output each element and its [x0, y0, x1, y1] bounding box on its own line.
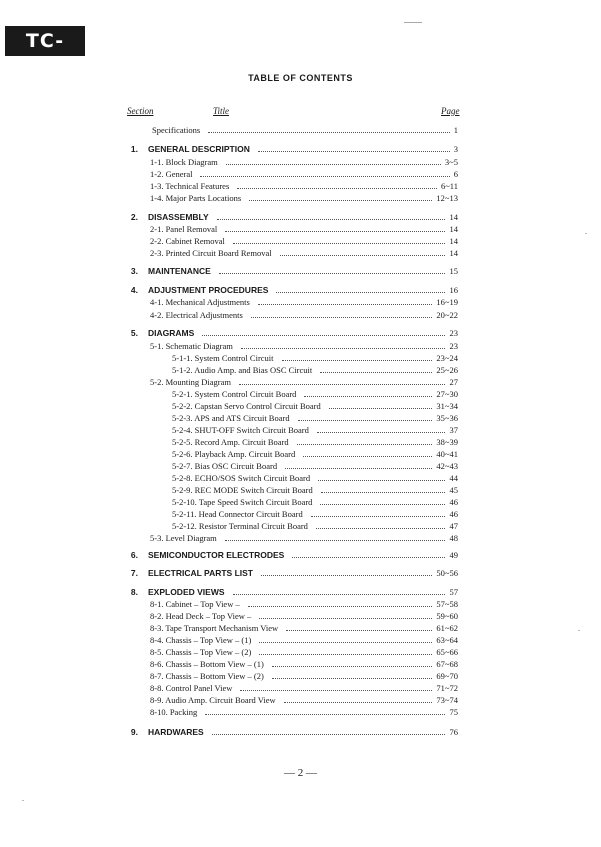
toc-entry-page: 6 [453, 169, 458, 179]
toc-entry-title: 5-2-12. Resistor Terminal Circuit Board [172, 521, 308, 531]
toc-row [172, 509, 458, 520]
toc-entry-title: GENERAL DESCRIPTION [148, 144, 250, 154]
toc-row [150, 599, 458, 610]
toc-chapter-row [148, 550, 458, 561]
leader-dots [320, 504, 445, 505]
toc-chapter-row [148, 285, 458, 296]
leader-dots [233, 594, 445, 595]
toc-entry-page: 48 [449, 533, 458, 543]
toc-entry-page: 35~36 [436, 413, 458, 423]
toc-entry-title: 5-1-2. Audio Amp. and Bias OSC Circuit [172, 365, 313, 375]
toc-entry-page: 16~19 [436, 297, 458, 307]
leader-dots [286, 630, 432, 631]
toc-entry-page: 6~11 [440, 181, 458, 191]
toc-entry-title: 5-2-7. Bias OSC Circuit Board [172, 461, 278, 471]
toc-chapter-number: 9. [130, 727, 138, 737]
leader-dots [200, 176, 450, 177]
toc-entry-page: 27~30 [436, 389, 458, 399]
toc-entry-page: 3~5 [444, 157, 458, 167]
toc-entry-title: 5-2-3. APS and ATS Circuit Board [172, 413, 290, 423]
toc-entry-page: 57~58 [436, 599, 458, 609]
toc-entry-page: 73~74 [436, 695, 458, 705]
toc-row [150, 297, 458, 308]
toc-row [150, 683, 458, 694]
leader-dots [259, 618, 432, 619]
toc-row [172, 353, 458, 364]
toc-entry-title: Specifications [152, 125, 201, 135]
leader-dots [320, 372, 432, 373]
leader-dots [318, 480, 445, 481]
leader-dots [251, 317, 432, 318]
toc-entry-title: 8-7. Chassis – Bottom View – (2) [150, 671, 264, 681]
column-header-section: Section [127, 106, 154, 116]
toc-row [150, 341, 458, 352]
toc-entry-page: 23~24 [436, 353, 458, 363]
toc-entry-page: 23 [449, 328, 458, 338]
toc-entry-title: 1-1. Block Diagram [150, 157, 218, 167]
toc-row [172, 401, 458, 412]
toc-entry-title: 8-5. Chassis – Top View – (2) [150, 647, 252, 657]
page-title: TABLE OF CONTENTS [248, 73, 353, 83]
leader-dots [303, 456, 432, 457]
toc-entry-page: 20~22 [436, 310, 458, 320]
leader-dots [240, 690, 432, 691]
scan-speck [578, 630, 580, 631]
toc-chapter-row [148, 568, 458, 579]
leader-dots [225, 540, 445, 541]
toc-row [172, 449, 458, 460]
leader-dots [321, 492, 445, 493]
toc-chapter-number: 6. [130, 550, 138, 560]
toc-row [150, 310, 458, 321]
toc-row [150, 707, 458, 718]
toc-row [172, 413, 458, 424]
toc-entry-page: 16 [449, 285, 458, 295]
toc-entry-title: 8-10. Packing [150, 707, 198, 717]
toc-chapter-row [148, 727, 458, 738]
toc-entry-page: 25~26 [436, 365, 458, 375]
leader-dots [202, 335, 445, 336]
toc-entry-title: 5-2-9. REC MODE Switch Circuit Board [172, 485, 313, 495]
toc-entry-page: 57 [449, 587, 458, 597]
toc-entry-title: 1-2. General [150, 169, 193, 179]
toc-row [150, 169, 458, 180]
toc-chapter-number: 4. [130, 285, 138, 295]
toc-entry-title: 8-4. Chassis – Top View – (1) [150, 635, 252, 645]
toc-entry-page: 1 [453, 125, 458, 135]
toc-entry-page: 76 [449, 727, 458, 737]
leader-dots [248, 606, 432, 607]
toc-entry-page: 40~41 [436, 449, 458, 459]
toc-entry-page: 47 [449, 521, 458, 531]
leader-dots [285, 468, 432, 469]
toc-row [150, 157, 458, 168]
leader-dots [239, 384, 445, 385]
toc-entry-title: 8-1. Cabinet – Top View – [150, 599, 240, 609]
toc-entry-title: 8-8. Control Panel View [150, 683, 233, 693]
leader-dots [280, 255, 445, 256]
toc-entry-title: EXPLODED VIEWS [148, 587, 225, 597]
toc-row [150, 659, 458, 670]
toc-row [172, 521, 458, 532]
toc-row [172, 365, 458, 376]
toc-chapter-row [148, 328, 458, 339]
toc-row [172, 473, 458, 484]
toc-entry-title: 5-2-1. System Control Circuit Board [172, 389, 297, 399]
toc-row [172, 485, 458, 496]
leader-dots [272, 678, 432, 679]
toc-entry-page: 14 [449, 212, 458, 222]
leader-dots [261, 575, 432, 576]
toc-entry-title: 5-2. Mounting Diagram [150, 377, 231, 387]
toc-entry-title: 5-2-11. Head Connector Circuit Board [172, 509, 303, 519]
toc-chapter-row [148, 266, 458, 277]
toc-row [150, 695, 458, 706]
toc-row [150, 533, 458, 544]
toc-entry-page: 46 [449, 509, 458, 519]
toc-entry-page: 27 [449, 377, 458, 387]
toc-entry-page: 50~56 [436, 568, 458, 578]
toc-entry-title: 5-2-4. SHUT-OFF Switch Circuit Board [172, 425, 309, 435]
toc-entry-title: 1-4. Major Parts Locations [150, 193, 242, 203]
leader-dots [219, 273, 445, 274]
page-number: — 2 — [284, 767, 317, 779]
toc-chapter-number: 2. [130, 212, 138, 222]
toc-entry-title: DIAGRAMS [148, 328, 195, 338]
toc-entry-page: 71~72 [436, 683, 458, 693]
toc-chapter-number: 8. [130, 587, 138, 597]
toc-entry-title: ELECTRICAL PARTS LIST [148, 568, 253, 578]
toc-entry-page: 75 [449, 707, 458, 717]
toc-entry-title: HARDWARES [148, 727, 204, 737]
leader-dots [292, 557, 445, 558]
toc-entry-page: 63~64 [436, 635, 458, 645]
toc-entry-title: 5-2-5. Record Amp. Circuit Board [172, 437, 289, 447]
toc-entry-page: 46 [449, 497, 458, 507]
toc-row [150, 611, 458, 622]
toc-chapter-number: 1. [130, 144, 138, 154]
leader-dots [241, 348, 445, 349]
leader-dots [329, 408, 432, 409]
toc-row [150, 193, 458, 204]
toc-row [172, 461, 458, 472]
toc-entry-title: 5-2-8. ECHO/SOS Switch Circuit Board [172, 473, 311, 483]
toc-entry-page: 14 [449, 236, 458, 246]
leader-dots [297, 444, 432, 445]
leader-dots [225, 231, 445, 232]
toc-entry-title: SEMICONDUCTOR ELECTRODES [148, 550, 285, 560]
toc-entry-title: DISASSEMBLY [148, 212, 209, 222]
toc-entry-page: 38~39 [436, 437, 458, 447]
toc-entry-title: 2-2. Cabinet Removal [150, 236, 225, 246]
toc-chapter-row [148, 587, 458, 598]
toc-entry-title: 8-3. Tape Transport Mechanism View [150, 623, 279, 633]
toc-entry-title: 2-3. Printed Circuit Board Removal [150, 248, 272, 258]
toc-entry-page: 42~43 [436, 461, 458, 471]
toc-entry-title: 8-9. Audio Amp. Circuit Board View [150, 695, 276, 705]
leader-dots [217, 219, 445, 220]
scan-speck [585, 233, 587, 234]
toc-row [150, 224, 458, 235]
leader-dots [226, 164, 441, 165]
toc-entry-title: 2-1. Panel Removal [150, 224, 218, 234]
toc-entry-title: 5-1-1. System Control Circuit [172, 353, 274, 363]
toc-chapter-number: 3. [130, 266, 138, 276]
toc-entry-page: 23 [449, 341, 458, 351]
toc-row [150, 248, 458, 259]
toc-entry-page: 65~66 [436, 647, 458, 657]
model-badge: TC-850 [5, 26, 85, 56]
toc-entry-page: 3 [453, 144, 458, 154]
leader-dots [258, 304, 432, 305]
toc-entry-page: 59~60 [436, 611, 458, 621]
leader-dots [284, 702, 432, 703]
toc-row [150, 671, 458, 682]
toc-row [172, 437, 458, 448]
leader-dots [237, 188, 437, 189]
scan-speck [22, 800, 24, 801]
toc-entry-page: 14 [449, 248, 458, 258]
toc-entry-title: ADJUSTMENT PROCEDURES [148, 285, 269, 295]
toc-row [172, 389, 458, 400]
scan-mark [404, 22, 422, 23]
toc-entry-page: 12~13 [436, 193, 458, 203]
toc-entry-page: 14 [449, 224, 458, 234]
toc-entry-title: 8-6. Chassis – Bottom View – (1) [150, 659, 264, 669]
toc-chapter-row [148, 144, 458, 155]
toc-entry-page: 44 [449, 473, 458, 483]
toc-entry-page: 49 [449, 550, 458, 560]
toc-chapter-row [148, 212, 458, 223]
leader-dots [259, 642, 432, 643]
leader-dots [205, 714, 445, 715]
toc-entry-page: 31~34 [436, 401, 458, 411]
toc-row [150, 377, 458, 388]
toc-row [172, 425, 458, 436]
column-header-title: Title [213, 106, 230, 116]
toc-entry-title: 5-1. Schematic Diagram [150, 341, 233, 351]
toc-chapter-number: 7. [130, 568, 138, 578]
toc-entry-title: 4-1. Mechanical Adjustments [150, 297, 250, 307]
leader-dots [276, 292, 445, 293]
leader-dots [317, 432, 445, 433]
toc-entry-title: 8-2. Head Deck – Top View – [150, 611, 252, 621]
leader-dots [259, 654, 432, 655]
toc-entry-title: 5-3. Level Diagram [150, 533, 217, 543]
leader-dots [282, 360, 432, 361]
leader-dots [304, 396, 432, 397]
toc-row [150, 181, 458, 192]
column-header-page: Page [441, 106, 460, 116]
toc-row [150, 647, 458, 658]
toc-entry-page: 45 [449, 485, 458, 495]
toc-entry-page: 37 [449, 425, 458, 435]
toc-row [150, 635, 458, 646]
leader-dots [212, 734, 445, 735]
leader-dots [208, 132, 450, 133]
toc-row [150, 623, 458, 634]
toc-entry-title: 5-2-2. Capstan Servo Control Circuit Board [172, 401, 321, 411]
toc-row [152, 125, 458, 136]
toc-entry-page: 15 [449, 266, 458, 276]
toc-entry-title: MAINTENANCE [148, 266, 211, 276]
leader-dots [249, 200, 432, 201]
leader-dots [316, 528, 445, 529]
toc-entry-title: 5-2-10. Tape Speed Switch Circuit Board [172, 497, 313, 507]
toc-row [150, 236, 458, 247]
toc-entry-page: 69~70 [436, 671, 458, 681]
leader-dots [298, 420, 432, 421]
toc-entry-page: 61~62 [436, 623, 458, 633]
leader-dots [258, 151, 450, 152]
toc-entry-title: 1-3. Technical Features [150, 181, 230, 191]
toc-entry-page: 67~68 [436, 659, 458, 669]
leader-dots [311, 516, 445, 517]
leader-dots [272, 666, 432, 667]
toc-entry-title: 5-2-6. Playback Amp. Circuit Board [172, 449, 296, 459]
leader-dots [233, 243, 445, 244]
toc-chapter-number: 5. [130, 328, 138, 338]
toc-row [172, 497, 458, 508]
toc-entry-title: 4-2. Electrical Adjustments [150, 310, 243, 320]
